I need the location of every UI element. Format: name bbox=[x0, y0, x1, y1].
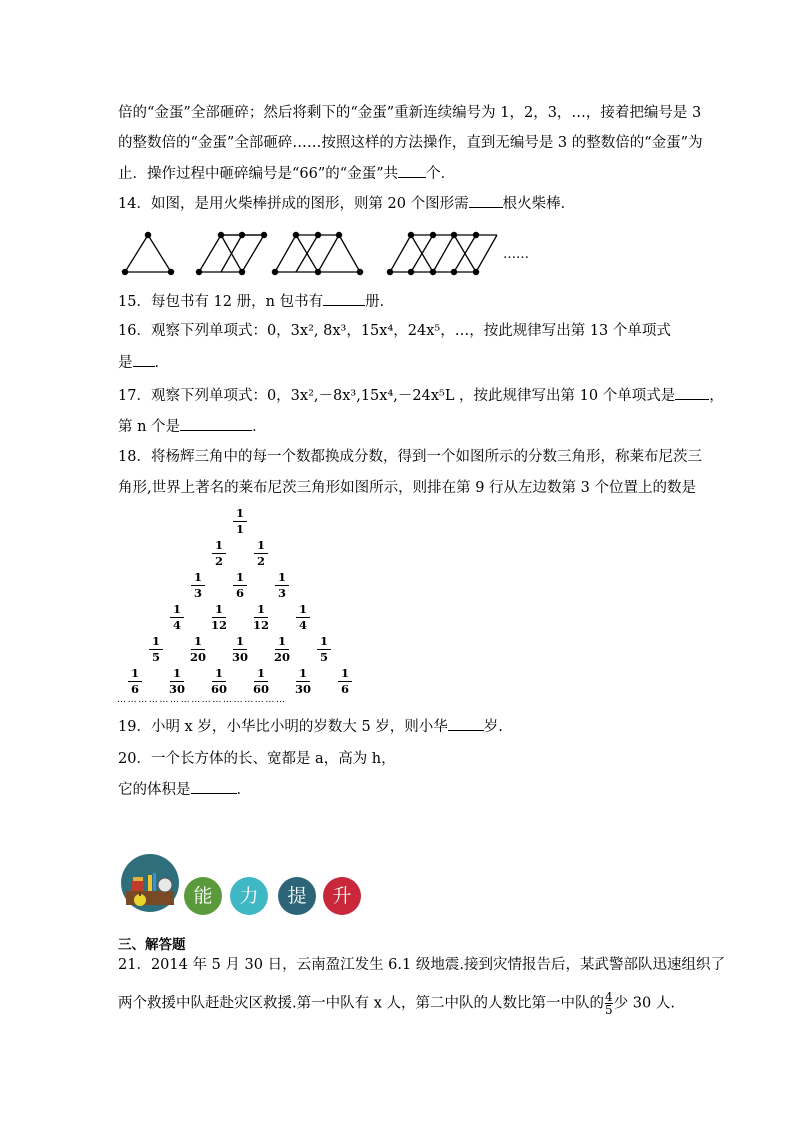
fraction-numerator: 1 bbox=[256, 602, 265, 616]
q17-stem: 17．观察下列单项式：0，3x²,－8x³,15x⁴,－24x⁵L ，按此规律写出第 10 个单项式是 bbox=[118, 388, 676, 404]
q15-stem-end: 册． bbox=[365, 294, 395, 310]
q16-text: 是 bbox=[118, 355, 133, 371]
fraction-numerator: 1 bbox=[277, 570, 286, 584]
triangle-fraction bbox=[271, 571, 293, 600]
fraction-numerator: 4 bbox=[605, 990, 613, 1004]
fraction-numerator: 1 bbox=[130, 666, 139, 680]
fraction-numerator: 1 bbox=[256, 538, 265, 552]
q18-line1: 18．将杨辉三角中的每一个数都换成分数，得到一个如图所示的分数三角形，称莱布尼茨三 bbox=[118, 449, 702, 465]
triangle-fraction bbox=[250, 603, 272, 632]
fraction-bar bbox=[254, 681, 268, 682]
fraction-bar bbox=[254, 553, 268, 554]
q17-line2 bbox=[118, 416, 267, 437]
fraction-bar bbox=[170, 681, 184, 682]
fraction-numerator: 1 bbox=[235, 570, 244, 584]
banner-badge: 升 bbox=[323, 877, 361, 915]
q14-stem-end: 根火柴棒． bbox=[502, 196, 576, 212]
q20-line1: 20．一个长方体的长、宽都是 a，高为 h， bbox=[118, 751, 396, 767]
q13-text-end: 个． bbox=[426, 166, 456, 182]
fraction-numerator: 1 bbox=[172, 666, 181, 680]
fraction-denominator: 20 bbox=[189, 650, 206, 664]
fraction-denominator: 5 bbox=[605, 1003, 613, 1017]
fraction bbox=[605, 991, 613, 1016]
triangle-fraction bbox=[229, 635, 251, 664]
answer-blank[interactable] bbox=[180, 416, 252, 431]
fraction-denominator: 3 bbox=[193, 586, 202, 600]
fraction-denominator: 2 bbox=[214, 554, 223, 568]
classroom-logo bbox=[120, 853, 180, 913]
fraction-bar bbox=[338, 681, 352, 682]
fraction-bar bbox=[128, 681, 142, 682]
fraction-denominator: 6 bbox=[340, 682, 349, 696]
triangle-fraction bbox=[292, 603, 314, 632]
fraction-denominator: 30 bbox=[231, 650, 248, 664]
fraction-denominator: 60 bbox=[252, 682, 269, 696]
fraction-numerator: 1 bbox=[214, 602, 223, 616]
fraction-bar bbox=[212, 681, 226, 682]
fraction-numerator: 1 bbox=[193, 634, 202, 648]
q19-stem-end: 岁. bbox=[483, 719, 503, 735]
answer-blank[interactable] bbox=[133, 352, 155, 367]
fraction-denominator: 6 bbox=[130, 682, 139, 696]
fraction-denominator: 5 bbox=[151, 650, 160, 664]
fraction-bar bbox=[254, 617, 268, 618]
banner-badge: 能 bbox=[184, 877, 222, 915]
fraction-bar bbox=[191, 585, 205, 586]
answer-blank[interactable] bbox=[323, 291, 365, 306]
fraction-bar bbox=[212, 553, 226, 554]
fraction-denominator: 4 bbox=[172, 618, 181, 632]
matchstick-figures bbox=[110, 225, 550, 280]
q13-line3 bbox=[118, 163, 455, 184]
fraction-denominator: 4 bbox=[298, 618, 307, 632]
figure-1 bbox=[122, 232, 173, 274]
triangle-dots: ………………………………………… bbox=[117, 695, 287, 705]
fraction-numerator: 1 bbox=[214, 666, 223, 680]
q21-line2 bbox=[118, 991, 675, 1016]
fraction-bar bbox=[275, 585, 289, 586]
q20-line2 bbox=[118, 779, 251, 800]
fraction-numerator: 1 bbox=[172, 602, 181, 616]
fraction-numerator: 1 bbox=[193, 570, 202, 584]
answer-blank[interactable] bbox=[398, 163, 426, 178]
q18-line2: 角形,世界上著名的莱布尼茨三角形如图所示，则排在第 9 行从左边数第 3 个位置上的数是 bbox=[118, 480, 696, 496]
fraction-denominator: 30 bbox=[294, 682, 311, 696]
fraction-numerator: 1 bbox=[277, 634, 286, 648]
q19-stem: 19．小明 x 岁，小华比小明的岁数大 5 岁，则小华 bbox=[118, 719, 448, 735]
q17-text: 第 n 个是 bbox=[118, 419, 181, 435]
banner-badge: 力 bbox=[230, 877, 268, 915]
fraction-bar bbox=[296, 681, 310, 682]
fraction-bar bbox=[275, 649, 289, 650]
q13-line1: 倍的“金蛋”全部砸碎；然后将剩下的“金蛋”重新连续编号为 1，2，3，…，接着把编号是 3 bbox=[118, 105, 702, 121]
fraction-numerator: 1 bbox=[298, 602, 307, 616]
fraction-denominator: 2 bbox=[256, 554, 265, 568]
fraction-numerator: 1 bbox=[340, 666, 349, 680]
fraction-bar bbox=[149, 649, 163, 650]
triangle-fraction bbox=[271, 635, 293, 664]
answer-blank[interactable] bbox=[448, 716, 484, 731]
q13-text: 止．操作过程中砸碎编号是“66”的“金蛋”共 bbox=[118, 166, 399, 182]
q21-text-end: 少 30 人. bbox=[613, 995, 675, 1012]
fraction-bar bbox=[233, 649, 247, 650]
q16-line1: 16．观察下列单项式：0，3x², 8x³，15x⁴，24x⁵，…，按此规律写出第 13 个单项式 bbox=[118, 323, 671, 339]
fraction-denominator: 30 bbox=[168, 682, 185, 696]
triangle-fraction bbox=[250, 539, 272, 568]
fraction-numerator: 1 bbox=[298, 666, 307, 680]
fraction-bar bbox=[191, 649, 205, 650]
section-title: 三、解答题 bbox=[118, 937, 186, 953]
triangle-fraction bbox=[208, 603, 230, 632]
q15-text bbox=[118, 291, 394, 312]
q16-text-end: ． bbox=[154, 355, 169, 371]
q14-stem: 14．如图，是用火柴棒拼成的图形，则第 20 个图形需 bbox=[118, 196, 469, 212]
fraction-denominator: 5 bbox=[319, 650, 328, 664]
triangle-fraction bbox=[229, 507, 251, 536]
q20-text: 它的体积是 bbox=[118, 782, 191, 798]
answer-blank[interactable] bbox=[191, 779, 237, 794]
triangle-fraction bbox=[187, 635, 209, 664]
triangle-fraction bbox=[208, 539, 230, 568]
fraction-denominator: 60 bbox=[210, 682, 227, 696]
q17-text-end: ． bbox=[252, 419, 267, 435]
fraction-bar bbox=[317, 649, 331, 650]
figure-3 bbox=[272, 232, 362, 274]
fraction-numerator: 1 bbox=[319, 634, 328, 648]
fraction-bar bbox=[212, 617, 226, 618]
triangle-fraction bbox=[166, 603, 188, 632]
q20-text-end: ． bbox=[236, 782, 251, 798]
q17-line1 bbox=[118, 385, 724, 406]
q13-line2: 的整数倍的“金蛋”全部砸碎……按照这样的方法操作，直到无编号是 3 的整数倍的“金蛋”为 bbox=[118, 135, 703, 151]
q19-text bbox=[118, 716, 503, 737]
triangle-fraction bbox=[292, 667, 314, 696]
q15-stem: 15．每包书有 12 册，n 包书有 bbox=[118, 294, 324, 310]
q14-text bbox=[118, 193, 575, 214]
fraction-bar bbox=[170, 617, 184, 618]
fraction-denominator: 3 bbox=[277, 586, 286, 600]
figure-4 bbox=[387, 232, 497, 274]
fraction-numerator: 1 bbox=[235, 506, 244, 520]
triangle-fraction bbox=[187, 571, 209, 600]
banner-badge: 提 bbox=[278, 877, 316, 915]
q21-line1: 21．2014 年 5 月 30 日，云南盈江发生 6.1 级地震.接到灾情报告后，某武警部队迅速组织了 bbox=[118, 957, 725, 973]
fraction-denominator: 12 bbox=[252, 618, 269, 632]
triangle-fraction bbox=[334, 667, 356, 696]
fraction-denominator: 20 bbox=[273, 650, 290, 664]
triangle-fraction bbox=[145, 635, 167, 664]
fraction-numerator: 1 bbox=[256, 666, 265, 680]
fraction-numerator: 1 bbox=[235, 634, 244, 648]
figure-2 bbox=[196, 232, 266, 274]
fraction-denominator: 1 bbox=[235, 522, 244, 536]
fraction-bar bbox=[233, 521, 247, 522]
triangle-fraction bbox=[313, 635, 335, 664]
q16-line2 bbox=[118, 352, 169, 373]
fraction-bar bbox=[296, 617, 310, 618]
fraction-numerator: 1 bbox=[214, 538, 223, 552]
q17-stem-end: ， bbox=[709, 388, 724, 404]
fraction-denominator: 12 bbox=[210, 618, 227, 632]
figure-ellipsis: …… bbox=[503, 247, 529, 262]
fraction-numerator: 1 bbox=[151, 634, 160, 648]
triangle-fraction bbox=[229, 571, 251, 600]
fraction-denominator: 6 bbox=[235, 586, 244, 600]
fraction-bar bbox=[233, 585, 247, 586]
q21-text: 两个救援中队赶赴灾区救援.第一中队有 x 人，第二中队的人数比第一中队的 bbox=[118, 995, 605, 1012]
answer-blank[interactable] bbox=[469, 193, 503, 208]
answer-blank[interactable] bbox=[675, 385, 709, 400]
